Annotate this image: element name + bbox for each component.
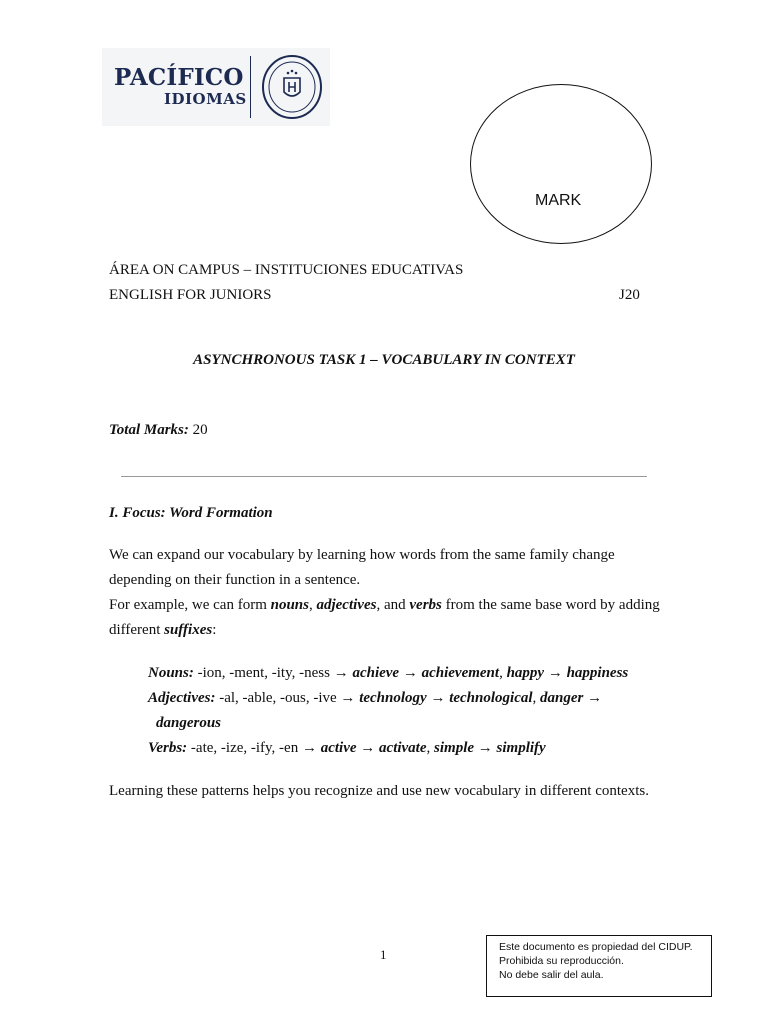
example-derived: happiness xyxy=(566,665,629,681)
total-marks-value: 20 xyxy=(192,422,208,438)
list-item-verbs xyxy=(148,736,668,761)
university-seal-icon xyxy=(260,54,324,120)
area-heading: ÁREA ON CAMPUS – INSTITUCIONES EDUCATIVAS xyxy=(109,262,464,278)
list-item-adjectives xyxy=(148,686,668,711)
total-marks xyxy=(109,420,208,440)
mark-circle xyxy=(470,84,652,244)
intro-text: , xyxy=(308,597,317,613)
ownership-notice-box xyxy=(486,935,712,997)
example-derived: simplify xyxy=(496,740,546,756)
intro-text: , and xyxy=(376,597,410,613)
notice-line: No debe salir del aula. xyxy=(499,969,604,981)
intro-text: from the same base word by adding different xyxy=(109,597,660,638)
comma-text: , xyxy=(426,740,435,756)
notice-line: Prohibida su reproducción. xyxy=(499,955,624,967)
example-derived: activate xyxy=(379,740,427,756)
task-title: ASYNCHRONOUS TASK 1 – VOCABULARY IN CONTEXT xyxy=(193,352,575,368)
example-suffixes: -ate, -ize, -ify, -en → xyxy=(187,740,321,756)
keyword-suffixes: suffixes xyxy=(164,622,213,638)
list-item-adjectives-continued xyxy=(148,711,668,736)
page-number: 1 xyxy=(380,947,387,962)
example-base: happy xyxy=(506,665,545,681)
example-derived: technological xyxy=(449,690,533,706)
intro-text: : xyxy=(212,622,217,638)
example-base: achieve xyxy=(352,665,400,681)
example-label: Verbs: xyxy=(148,740,188,756)
intro-text: For example, we can form xyxy=(109,597,271,613)
example-label: Adjectives: xyxy=(148,690,216,706)
suffix-examples-list xyxy=(148,661,668,761)
keyword-verbs: verbs xyxy=(409,597,442,613)
list-item-nouns xyxy=(148,661,668,686)
arrow-text: → xyxy=(426,690,450,706)
example-base: simple xyxy=(434,740,475,756)
example-label: Nouns: xyxy=(148,665,194,681)
comma-text: , xyxy=(499,665,507,681)
logo-brand-text: PACÍFICO xyxy=(114,64,244,91)
example-suffixes: -al, -able, -ous, -ive → xyxy=(215,690,360,706)
example-derived: achievement xyxy=(421,665,500,681)
example-derived: dangerous xyxy=(156,715,222,731)
intro-sentence-1: We can expand our vocabulary by learning how words from the same family change depending on their function in a sentence. xyxy=(109,547,615,588)
conclusion-paragraph: Learning these patterns helps you recognize and use new vocabulary in different contexts. xyxy=(109,783,649,799)
course-name: ENGLISH FOR JUNIORS xyxy=(109,287,272,303)
logo-divider xyxy=(250,56,251,118)
example-base: active xyxy=(320,740,357,756)
notice-line: Este documento es propiedad del CIDUP. xyxy=(499,941,693,953)
logo-subbrand-text: IDIOMAS xyxy=(164,90,247,108)
arrow-text: → xyxy=(356,740,380,756)
section-heading: I. Focus: Word Formation xyxy=(109,505,273,521)
example-base: technology xyxy=(359,690,427,706)
mark-label: MARK xyxy=(535,192,582,209)
comma-text: , xyxy=(532,690,541,706)
keyword-nouns: nouns xyxy=(270,597,309,613)
arrow-text: → xyxy=(583,690,603,706)
arrow-text: → xyxy=(544,665,567,681)
course-code: J20 xyxy=(619,287,640,303)
keyword-adjectives: adjectives xyxy=(316,597,377,613)
arrow-text: → xyxy=(474,740,497,756)
intro-paragraph xyxy=(109,543,669,643)
arrow-text: → xyxy=(399,665,422,681)
pacifico-idiomas-logo xyxy=(102,48,330,126)
total-marks-label: Total Marks: xyxy=(109,422,189,438)
example-suffixes: -ion, -ment, -ity, -ness → xyxy=(193,665,353,681)
horizontal-rule xyxy=(121,476,647,477)
example-base: danger xyxy=(540,690,584,706)
